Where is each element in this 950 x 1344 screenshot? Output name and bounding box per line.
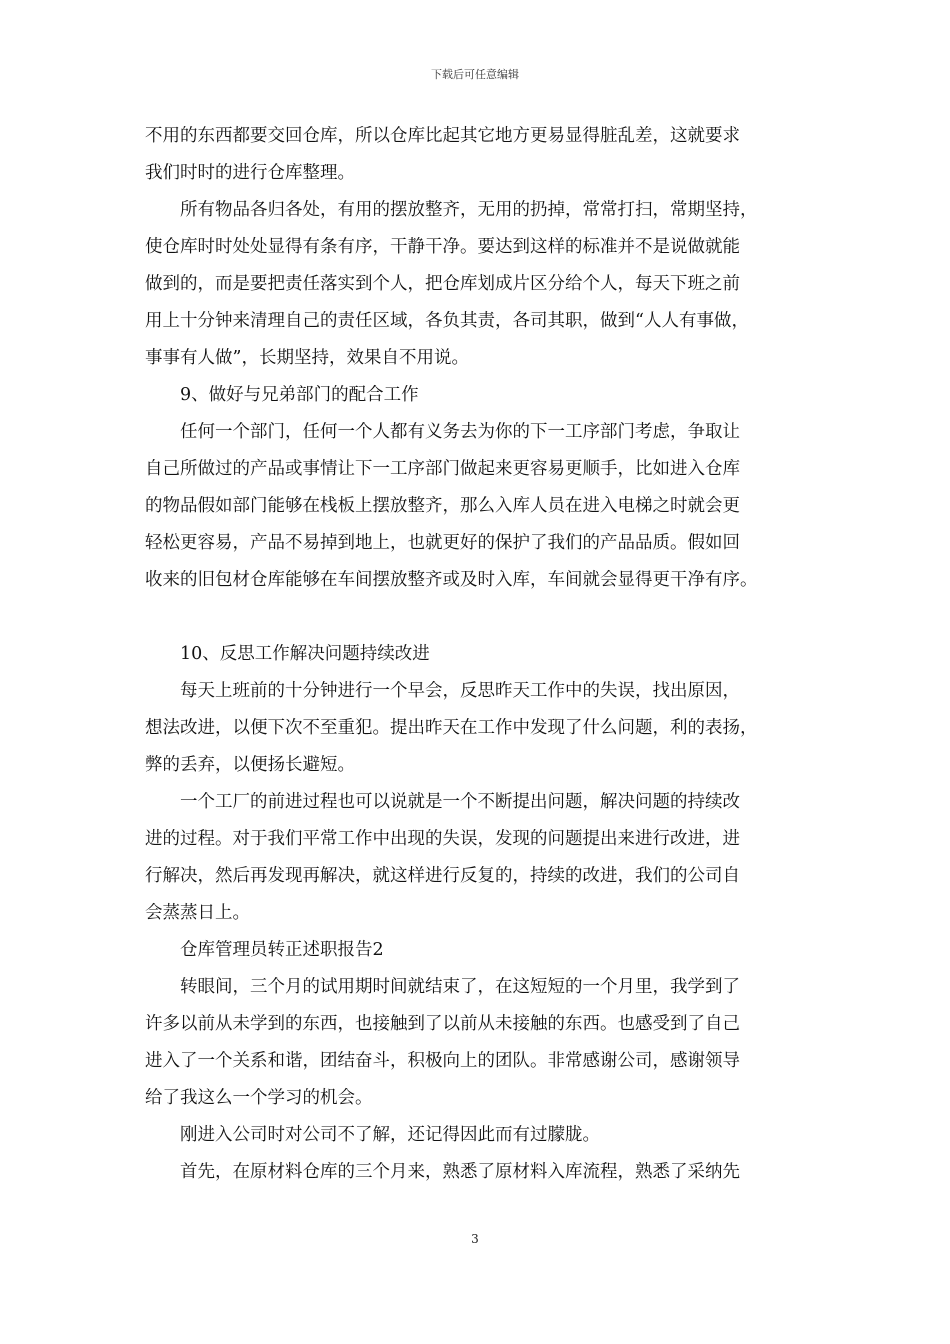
text-line: 所有物品各归各处，有用的摆放整齐，无用的扔掉，常常打扫，常期坚持， xyxy=(180,200,758,220)
text-line: 想法改进，以便下次不至重犯。提出昨天在工作中发现了什么问题，利的表扬， xyxy=(145,718,758,738)
text-line: 用上十分钟来清理自己的责任区域，各负其责，各司其职，做到“人人有事做， xyxy=(145,311,749,331)
text-line: 做到的，而是要把责任落实到个人，把仓库划成片区分给个人，每天下班之前 xyxy=(145,274,740,294)
section-heading: 10、反思工作解决问题持续改进 xyxy=(180,644,430,664)
text-line: 弊的丢弃，以便扬长避短。 xyxy=(145,755,355,775)
report-title: 仓库管理员转正述职报告2 xyxy=(180,940,384,960)
page-header: 下载后可任意编辑 xyxy=(431,68,519,81)
document-body xyxy=(145,118,825,1191)
text-line: 行解决，然后再发现再解决，就这样进行反复的，持续的改进，我们的公司自 xyxy=(145,866,740,886)
section-heading: 9、做好与兄弟部门的配合工作 xyxy=(180,385,419,405)
text-line: 刚进入公司时对公司不了解，还记得因此而有过朦胧。 xyxy=(180,1125,600,1145)
text-line: 的物品假如部门能够在栈板上摆放整齐，那么入库人员在进入电梯之时就会更 xyxy=(145,496,740,516)
text-line: 进的过程。对于我们平常工作中出现的失误，发现的问题提出来进行改进，进 xyxy=(145,829,740,849)
text-line: 轻松更容易，产品不易掉到地上，也就更好的保护了我们的产品品质。假如回 xyxy=(145,533,740,553)
text-line: 首先，在原材料仓库的三个月来，熟悉了原材料入库流程，熟悉了采纳先 xyxy=(180,1162,740,1182)
text-line: 使仓库时时处处显得有条有序，干静干净。要达到这样的标准并不是说做就能 xyxy=(145,237,740,257)
text-line: 进入了一个关系和谐，团结奋斗，积极向上的团队。非常感谢公司，感谢领导 xyxy=(145,1051,740,1071)
text-line: 会蒸蒸日上。 xyxy=(145,903,250,923)
text-line: 收来的旧包材仓库能够在车间摆放整齐或及时入库，车间就会显得更干净有序。 xyxy=(145,570,758,590)
page-number: 3 xyxy=(471,1232,479,1246)
text-line: 转眼间，三个月的试用期时间就结束了，在这短短的一个月里，我学到了 xyxy=(180,977,740,997)
text-line: 一个工厂的前进过程也可以说就是一个不断提出问题，解决问题的持续改 xyxy=(180,792,740,812)
text-line: 不用的东西都要交回仓库，所以仓库比起其它地方更易显得脏乱差，这就要求 xyxy=(145,126,740,146)
text-line: 我们时时的进行仓库整理。 xyxy=(145,163,355,183)
text-line: 自己所做过的产品或事情让下一工序部门做起来更容易更顺手，比如进入仓库 xyxy=(145,459,740,479)
text-line: 任何一个部门，任何一个人都有义务去为你的下一工序部门考虑，争取让 xyxy=(180,422,740,442)
text-line: 许多以前从未学到的东西，也接触到了以前从未接触的东西。也感受到了自己 xyxy=(145,1014,740,1034)
blank-line xyxy=(145,599,825,636)
text-line: 事事有人做”，长期坚持，效果自不用说。 xyxy=(145,348,469,368)
text-line: 每天上班前的十分钟进行一个早会，反思昨天工作中的失误，找出原因， xyxy=(180,681,740,701)
text-line: 给了我这么一个学习的机会。 xyxy=(145,1088,373,1108)
